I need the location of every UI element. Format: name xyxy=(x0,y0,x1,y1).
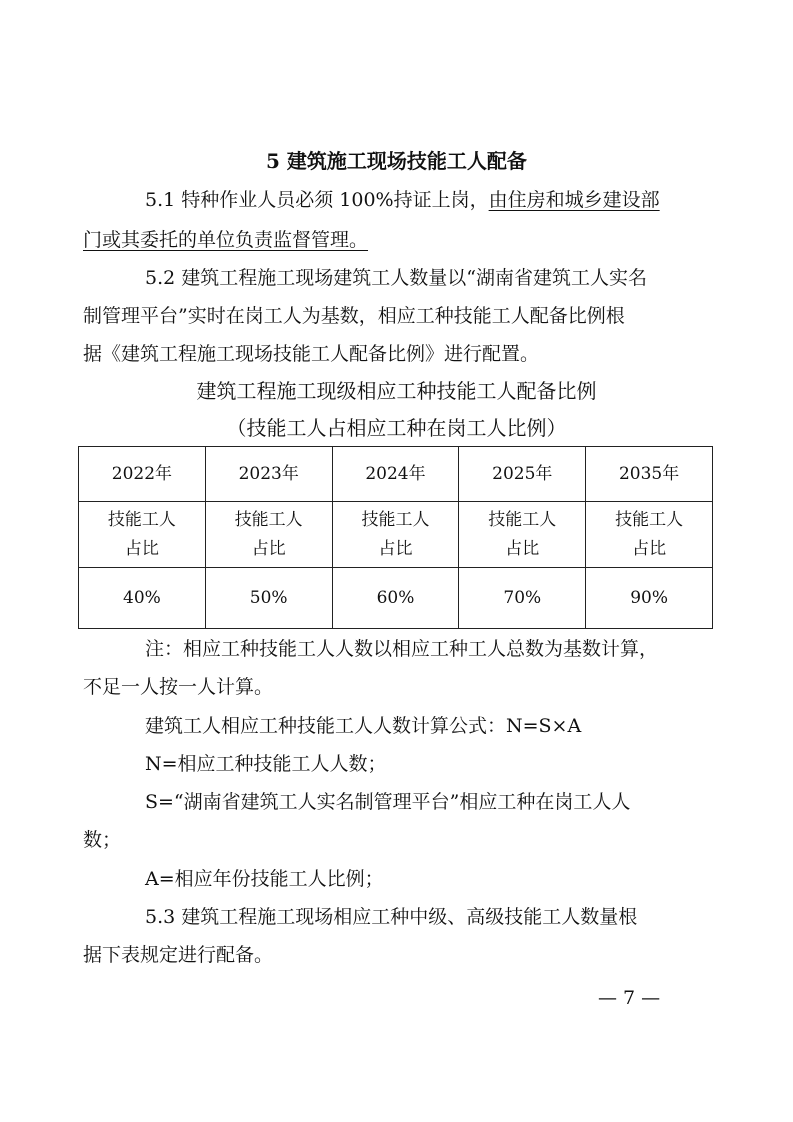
label-line-2: 占比 xyxy=(632,538,667,559)
table-subtitle: （技能工人占相应工种在岗工人比例） xyxy=(226,416,567,440)
label-cell xyxy=(459,502,586,568)
formula-intro: 建筑工人相应工种技能工人人数计算公式：N=S×A xyxy=(145,715,582,737)
value-cell: 60% xyxy=(332,568,459,629)
paragraph-5-2-line-2: 制管理平台”实时在岗工人为基数，相应工种技能工人配备比例根 xyxy=(83,305,625,327)
ratio-table xyxy=(78,446,713,629)
paragraph-5-1-underlined-text: 由住房和城乡建设部 xyxy=(488,189,660,211)
label-line-1: 技能工人 xyxy=(615,509,684,530)
year-cell: 2025年 xyxy=(459,447,586,502)
label-line-1: 技能工人 xyxy=(234,509,303,530)
label-cell xyxy=(79,502,206,568)
year-cell: 2023年 xyxy=(205,447,332,502)
table-row-years xyxy=(79,447,713,502)
section-title: 5 建筑施工现场技能工人配备 xyxy=(266,149,527,173)
paragraph-5-1-line-2: 门或其委托的单位负责监督管理。 xyxy=(83,229,369,251)
label-line-2: 占比 xyxy=(251,538,286,559)
formula-a-definition: A=相应年份技能工人比例； xyxy=(145,868,384,890)
paragraph-5-3-line-2: 据下表规定进行配备。 xyxy=(83,944,274,966)
formula-n-definition: N=相应工种技能工人人数； xyxy=(145,753,387,775)
note-line-2: 不足一人按一人计算。 xyxy=(83,676,274,698)
label-line-2: 占比 xyxy=(505,538,540,559)
label-cell xyxy=(586,502,713,568)
value-cell: 70% xyxy=(459,568,586,629)
paragraph-5-3-line-1: 5.3 建筑工程施工现场相应工种中级、高级技能工人数量根 xyxy=(145,906,638,928)
year-cell: 2024年 xyxy=(332,447,459,502)
value-cell: 50% xyxy=(205,568,332,629)
year-cell: 2022年 xyxy=(79,447,206,502)
label-cell xyxy=(332,502,459,568)
paragraph-5-2-line-3: 据《建筑工程施工现场技能工人配备比例》进行配置。 xyxy=(83,343,540,365)
paragraph-5-1-text: 5.1 特种作业人员必须 100%持证上岗， xyxy=(145,189,489,211)
note-line-1: 注：相应工种技能工人人数以相应工种工人总数为基数计算， xyxy=(145,638,659,660)
table-row-values xyxy=(79,568,713,629)
page-number: — 7 — xyxy=(598,987,661,1009)
paragraph-5-2-line-1: 5.2 建筑工程施工现场建筑工人数量以“湖南省建筑工人实名 xyxy=(145,267,647,289)
table-title: 建筑工程施工现级相应工种技能工人配备比例 xyxy=(196,379,597,403)
value-cell: 40% xyxy=(79,568,206,629)
formula-s-definition-line-1: S=“湖南省建筑工人实名制管理平台”相应工种在岗工人人 xyxy=(145,791,631,813)
table-row-labels xyxy=(79,502,713,568)
label-line-1: 技能工人 xyxy=(361,509,430,530)
paragraph-5-1-line-1 xyxy=(145,186,660,214)
value-cell: 90% xyxy=(586,568,713,629)
label-line-2: 占比 xyxy=(124,538,159,559)
year-cell: 2035年 xyxy=(586,447,713,502)
label-line-2: 占比 xyxy=(378,538,413,559)
label-cell xyxy=(205,502,332,568)
label-line-1: 技能工人 xyxy=(488,509,557,530)
formula-s-definition-line-2: 数； xyxy=(83,829,122,851)
label-line-1: 技能工人 xyxy=(107,509,176,530)
